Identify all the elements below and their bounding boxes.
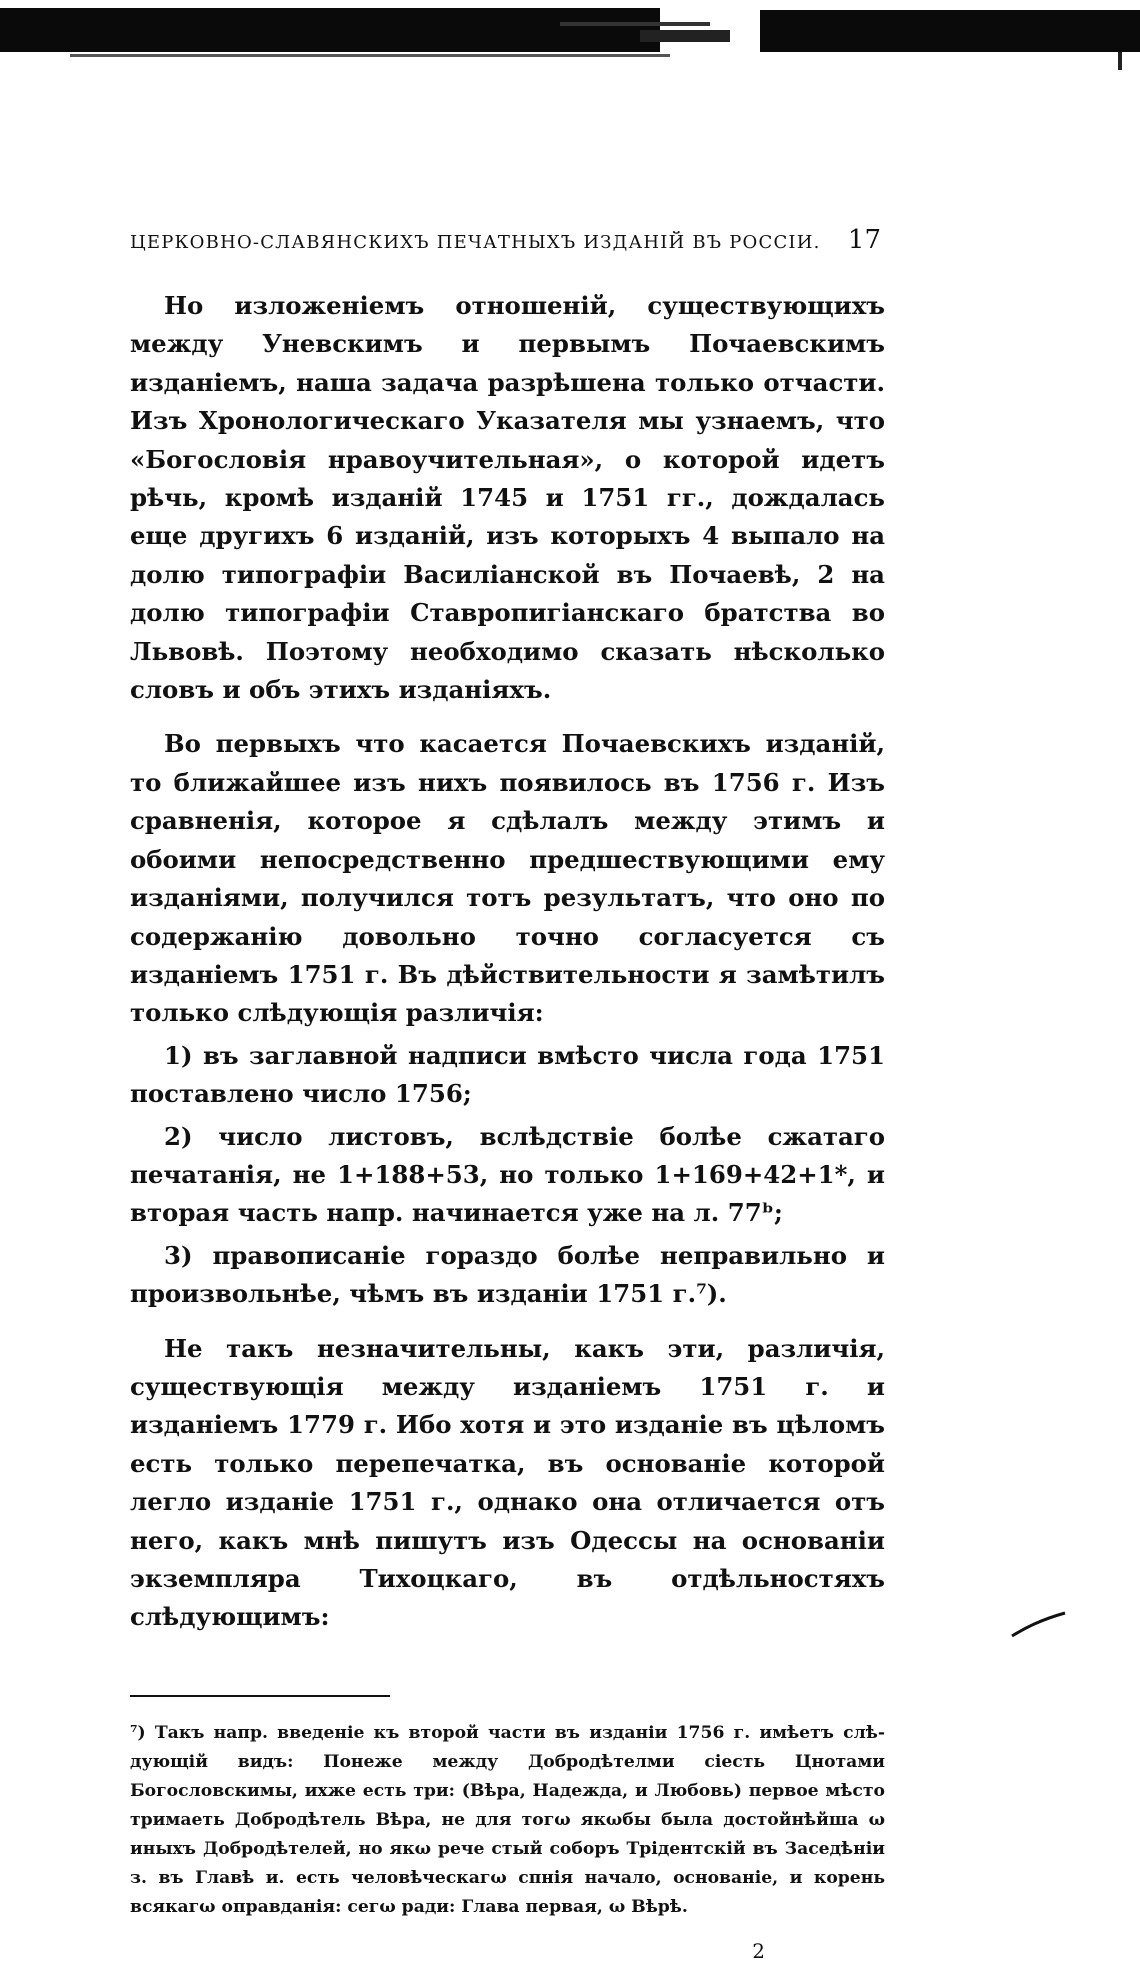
signature-mark: 2 <box>752 1939 765 1963</box>
list-item: 1) въ заглавной надписи вмѣсто числа года 1751 поставлено число 1756; <box>130 1040 885 1109</box>
list-item: 3) правописаніе гораздо болѣе неправильно и произвольнѣе, чѣмъ въ изданіи 1751 г.⁷). <box>130 1240 885 1309</box>
footnote-divider <box>130 1695 390 1697</box>
body-text <box>130 287 885 1637</box>
paragraph: Но изложеніемъ отношеній, существующихъ между Уневскимъ и первымъ Почаевскимъ изданіемъ, наша задача разрѣшена только отчасти. Изъ Хронологическаго Указателя мы узнаемъ, что «Богословія нравоучительная», о которой идетъ рѣчь, кромѣ изданій 1745 и 1751 гг., дождалась еще другихъ 6 изданій, изъ которыхъ 4 выпало на долю типографіи Василіанской въ Почаевѣ, 2 на долю типографіи Ставропигіанскаго братства во Львовѣ. Поэтому необходимо сказать нѣсколько словъ и объ этихъ изданіяхъ. <box>130 291 885 705</box>
running-title: ЦЕРКОВНО-СЛАВЯНСКИХЪ ПЕЧАТНЫХЪ ИЗДАНІЙ ВЪ РОССІИ. <box>130 232 821 253</box>
paragraph: Во первыхъ что касается Почаевскихъ изданій, то ближайшее изъ нихъ появилось въ 1756 г. Изъ сравненія, которое я сдѣлалъ между этимъ и обоими непосредственно предшествующими ему изданіями, получился тотъ результатъ, что оно по содержанію довольно точно согласуется съ изданіемъ 1751 г. Въ дѣйствительности я замѣтилъ только слѣдующія различія: <box>130 729 885 1028</box>
book-page <box>130 225 885 1963</box>
paragraph: Не такъ незначительны, какъ эти, различія, существующія между изданіемъ 1751 г. и изданіемъ 1779 г. Ибо хотя и это изданіе въ цѣломъ есть только перепечатка, въ основаніе которой легло изданіе 1751 г., однако она отличается отъ него, какъ мнѣ пишутъ изъ Одессы на основаніи экземпляра Тихоцкаго, въ отдѣльностяхъ слѣдующимъ: <box>130 1333 885 1632</box>
footnote: ⁷) Такъ напр. введеніе къ второй части въ изданіи 1756 г. имѣетъ слѣдующій видъ: Понеже между Добродѣтелми сiесть Цнотами Богословскимы, ихже есть три: (Вѣра, Надежда, и Любовь) первое мѣсто тримаеть Добродѣтель Вѣра, не для тогω якωбы была достойнѣйша ω иныхъ Добродѣтелей, но якω рече стый соборъ Трiдентскiй въ Заседѣнiи з. въ Главѣ и. есть человѣческагω спнiя начало, основанiе, и корень всякагω оправданiя: сегω ради: Глава первая, ω Вѣрѣ. <box>130 1722 885 1917</box>
list-item: 2) число листовъ, вслѣдствіе болѣе сжатаго печатанія, не 1+188+53, но только 1+169+42+1*, и вторая часть напр. начинается уже на л. 77ᵇ; <box>130 1121 885 1228</box>
scan-smudge-mark <box>1010 1610 1070 1640</box>
scan-top-edge <box>0 0 1140 70</box>
page-number: 17 <box>847 225 881 255</box>
running-head <box>130 225 885 265</box>
